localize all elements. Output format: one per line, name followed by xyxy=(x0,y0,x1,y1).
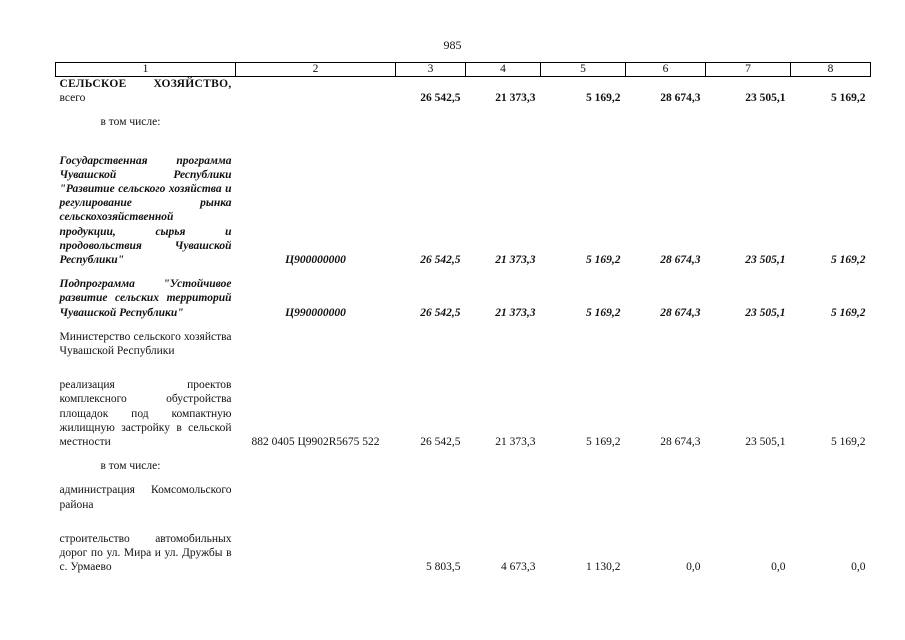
column-header: 4 xyxy=(466,63,541,77)
cell-value: 0,0 xyxy=(851,561,866,574)
table-row xyxy=(56,140,871,268)
column-header: 6 xyxy=(626,63,706,77)
row-code: 882 0405 Ц9902R5675 522 xyxy=(251,436,380,449)
cell-value: 21 373,3 xyxy=(495,306,536,319)
row-label: Министерство сельского хозяйства Чувашской Республики xyxy=(59,330,232,358)
row-code xyxy=(236,532,396,575)
cell-value: 23 505,1 xyxy=(745,436,786,449)
row-label: в том числе: xyxy=(100,460,161,473)
cell-value: 21 373,3 xyxy=(495,436,536,449)
column-header: 3 xyxy=(396,63,466,77)
row-label: Подпрограмма "Устойчивое развитие сельских территорий Чувашской Республики" xyxy=(59,278,232,319)
row-label: Государственная программа Чувашской Республики "Развитие сельского хозяйства и регулирование рынка сельскохозяйственной продукции, сырья и продовольствия Чувашской Республики" xyxy=(59,154,232,267)
cell-value: 21 373,3 xyxy=(495,92,536,105)
row-label-line1: СЕЛЬСКОЕ ХОЗЯЙСТВО, xyxy=(59,78,232,90)
budget-table xyxy=(55,62,871,574)
cell-value: 5 169,2 xyxy=(831,436,866,449)
cell-value: 0,0 xyxy=(771,561,786,574)
cell-value: 21 373,3 xyxy=(495,254,536,267)
cell-value: 26 542,5 xyxy=(420,92,461,105)
column-header: 7 xyxy=(706,63,791,77)
column-header: 2 xyxy=(236,63,396,77)
row-label: в том числе: xyxy=(100,116,161,129)
cell-value: 23 505,1 xyxy=(745,92,786,105)
cell-value: 4 673,3 xyxy=(501,561,536,574)
column-header: 8 xyxy=(791,63,871,77)
column-header: 5 xyxy=(541,63,626,77)
row-code: Ц900000000 xyxy=(285,254,346,267)
table-row xyxy=(56,459,871,473)
row-label: администрация Комсомольского района xyxy=(59,484,232,511)
cell-value: 0,0 xyxy=(686,561,701,574)
cell-value: 5 169,2 xyxy=(586,254,621,267)
row-label xyxy=(56,77,236,106)
cell-value: 5 169,2 xyxy=(831,306,866,319)
table-row xyxy=(56,330,871,358)
cell-value: 23 505,1 xyxy=(745,306,786,319)
column-header: 1 xyxy=(56,63,236,77)
table-row xyxy=(56,378,871,449)
row-code xyxy=(236,77,396,106)
cell-value: 23 505,1 xyxy=(745,254,786,267)
table-row xyxy=(56,483,871,511)
cell-value: 5 169,2 xyxy=(831,254,866,267)
table-row xyxy=(56,532,871,575)
cell-value: 5 169,2 xyxy=(586,306,621,319)
cell-value: 28 674,3 xyxy=(660,254,701,267)
page-number: 985 xyxy=(443,38,462,52)
cell-value: 5 169,2 xyxy=(586,92,621,105)
cell-value: 26 542,5 xyxy=(420,436,461,449)
table-row xyxy=(56,277,871,320)
row-code: Ц990000000 xyxy=(285,306,346,319)
row-label: строительство автомобильных дорог по ул. Мира и ул. Дружбы в с. Урмаево xyxy=(59,532,232,574)
row-label-line2: всего xyxy=(59,92,86,105)
cell-value: 1 130,2 xyxy=(586,561,621,574)
cell-value: 5 169,2 xyxy=(831,92,866,105)
row-label: реализация проектов комплексного обустройства площадок под компактную жилищную застройку в сельской местности xyxy=(59,379,232,449)
cell-value: 26 542,5 xyxy=(420,254,461,267)
table-row xyxy=(56,77,871,106)
cell-value: 28 674,3 xyxy=(660,436,701,449)
table-row xyxy=(56,115,871,129)
cell-value: 5 803,5 xyxy=(426,561,461,574)
cell-value: 28 674,3 xyxy=(660,306,701,319)
header-row xyxy=(56,63,871,77)
cell-value: 28 674,3 xyxy=(660,92,701,105)
cell-value: 5 169,2 xyxy=(586,436,621,449)
cell-value: 26 542,5 xyxy=(420,306,461,319)
